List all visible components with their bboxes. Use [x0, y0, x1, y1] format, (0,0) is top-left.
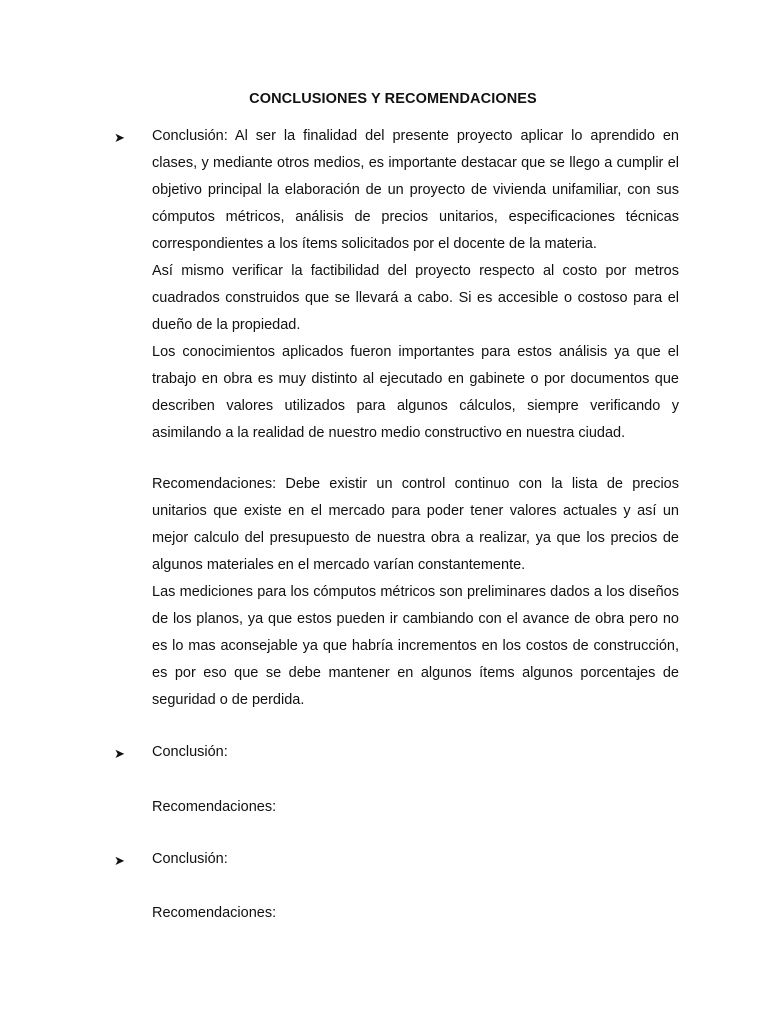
recommendation-paragraph: Las mediciones para los cómputos métricos son preliminares dados a los diseños de los planos, ya que estos pueden ir cambiando con el avance de obra pero no es lo mas aconsejable ya que habría incrementos en los costos de construcción, es por eso que se debe mantener en algunos ítems algunos porcentajes de seguridad o de perdida.	[152, 584, 679, 708]
section-1-conclusion	[152, 123, 679, 447]
section-3-conclusion-label: Conclusión:	[152, 851, 228, 867]
recommendation-paragraph: Recomendaciones: Debe existir un control continuo con la lista de precios unitarios que existe en el mercado para poder tener valores actuales y así un mejor calculo del presupuesto de nuestra obra a realizar, ya que los precios de algunos materiales en el mercado varían constantemente.	[152, 476, 679, 573]
arrow-bullet-icon: ➤	[114, 853, 125, 868]
conclusion-paragraph: Los conocimientos aplicados fueron importantes para estos análisis ya que el trabajo en obra es muy distinto al ejecutado en gabinete o por documentos que describen valores utilizados para algunos cálculos, siempre verificando y asimilando a la realidad de nuestro medio constructivo en nuestra ciudad.	[152, 344, 679, 441]
conclusion-paragraph: Así mismo verificar la factibilidad del proyecto respecto al costo por metros cuadrados construidos que se llevará a cabo. Si es accesible o costoso para el dueño de la propiedad.	[152, 263, 679, 333]
page-title: CONCLUSIONES Y RECOMENDACIONES	[249, 91, 537, 107]
section-2-recommendations-label: Recomendaciones:	[152, 799, 277, 815]
section-1-recommendations	[152, 471, 679, 714]
conclusion-paragraph: Conclusión: Al ser la finalidad del presente proyecto aplicar lo aprendido en clases, y mediante otros medios, es importante destacar que se llego a cumplir el objetivo principal la elaboración de un proyecto de vivienda unifamiliar, con sus cómputos métricos, análisis de precios unitarios, especificaciones técnicas correspondientes a los ítems solicitados por el docente de la materia.	[152, 128, 679, 252]
arrow-bullet-icon: ➤	[114, 746, 125, 761]
section-2-conclusion-label: Conclusión:	[152, 744, 228, 760]
section-3-recommendations-label: Recomendaciones:	[152, 905, 277, 921]
arrow-bullet-icon: ➤	[114, 130, 125, 145]
